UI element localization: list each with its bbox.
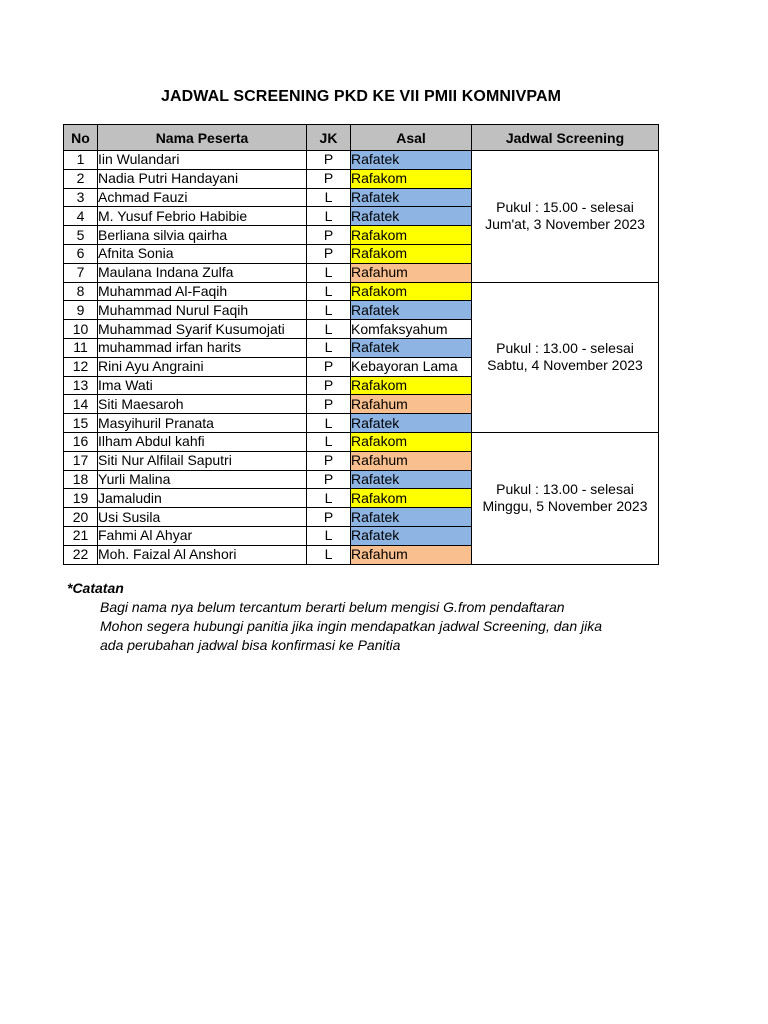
cell-no: 16 — [64, 432, 98, 451]
cell-jk: P — [307, 395, 351, 414]
cell-nama-peserta: Rini Ayu Angraini — [98, 357, 307, 376]
cell-jk: P — [307, 376, 351, 395]
cell-nama-peserta: Maulana Indana Zulfa — [98, 263, 307, 282]
schedule-date: Jum'at, 3 November 2023 — [485, 216, 645, 233]
cell-asal: Rafatek — [351, 470, 472, 489]
cell-nama-peserta: Masyihuril Pranata — [98, 414, 307, 433]
column-header-nama-peserta: Nama Peserta — [98, 125, 307, 151]
table-row — [64, 282, 659, 301]
cell-asal: Rafatek — [351, 151, 472, 170]
cell-asal: Rafatek — [351, 188, 472, 207]
column-header-no: No — [64, 125, 98, 151]
cell-asal: Rafakom — [351, 376, 472, 395]
cell-jk: L — [307, 188, 351, 207]
cell-nama-peserta: Ilham Abdul kahfi — [98, 432, 307, 451]
note-line: ada perubahan jadwal bisa konfirmasi ke Panitia — [100, 637, 401, 653]
schedule-time: Pukul : 13.00 - selesai — [496, 481, 634, 498]
cell-nama-peserta: Afnita Sonia — [98, 244, 307, 263]
cell-asal: Kebayoran Lama — [351, 357, 472, 376]
cell-asal: Komfaksyahum — [351, 320, 472, 339]
cell-asal: Rafatek — [351, 526, 472, 545]
cell-jk: L — [307, 301, 351, 320]
cell-asal: Rafakom — [351, 244, 472, 263]
cell-jk: L — [307, 545, 351, 564]
cell-jk: L — [307, 414, 351, 433]
cell-asal: Rafahum — [351, 395, 472, 414]
cell-jk: L — [307, 489, 351, 508]
column-header-jk: JK — [307, 125, 351, 151]
note-heading: *Catatan — [67, 580, 124, 596]
cell-no: 14 — [64, 395, 98, 414]
cell-nama-peserta: muhammad irfan harits — [98, 338, 307, 357]
cell-no: 2 — [64, 169, 98, 188]
cell-nama-peserta: Berliana silvia qairha — [98, 226, 307, 245]
cell-nama-peserta: Usi Susila — [98, 508, 307, 527]
cell-nama-peserta: Ima Wati — [98, 376, 307, 395]
note-body — [67, 598, 660, 655]
cell-no: 11 — [64, 338, 98, 357]
schedule-date: Minggu, 5 November 2023 — [482, 498, 648, 515]
cell-asal: Rafakom — [351, 169, 472, 188]
cell-no: 1 — [64, 151, 98, 170]
cell-nama-peserta: Achmad Fauzi — [98, 188, 307, 207]
schedule-time: Pukul : 15.00 - selesai — [496, 199, 634, 216]
cell-jk: P — [307, 508, 351, 527]
cell-no: 6 — [64, 244, 98, 263]
cell-jk: P — [307, 169, 351, 188]
cell-nama-peserta: Moh. Faizal Al Anshori — [98, 545, 307, 564]
cell-no: 5 — [64, 226, 98, 245]
cell-no: 13 — [64, 376, 98, 395]
cell-jk: P — [307, 244, 351, 263]
cell-jk: L — [307, 263, 351, 282]
cell-jk: L — [307, 282, 351, 301]
cell-jk: L — [307, 338, 351, 357]
cell-asal: Rafahum — [351, 451, 472, 470]
cell-nama-peserta: Muhammad Nurul Faqih — [98, 301, 307, 320]
table-row — [64, 432, 659, 451]
schedule-table — [63, 124, 659, 565]
cell-nama-peserta: Fahmi Al Ahyar — [98, 526, 307, 545]
cell-no: 4 — [64, 207, 98, 226]
table-header-row — [64, 125, 659, 151]
cell-jk: P — [307, 151, 351, 170]
schedule-time: Pukul : 13.00 - selesai — [496, 340, 634, 357]
table-body — [64, 151, 659, 565]
cell-no: 8 — [64, 282, 98, 301]
cell-no: 9 — [64, 301, 98, 320]
cell-jk: L — [307, 207, 351, 226]
column-header-asal: Asal — [351, 125, 472, 151]
cell-asal: Rafakom — [351, 226, 472, 245]
cell-jadwal-screening — [472, 432, 659, 564]
cell-nama-peserta: Iin Wulandari — [98, 151, 307, 170]
cell-no: 10 — [64, 320, 98, 339]
cell-asal: Rafahum — [351, 545, 472, 564]
note-line: Mohon segera hubungi panitia jika ingin mendapatkan jadwal Screening, dan jika — [100, 618, 603, 634]
note-section — [67, 580, 660, 655]
cell-jadwal-screening — [472, 151, 659, 283]
cell-no: 20 — [64, 508, 98, 527]
cell-asal: Rafatek — [351, 508, 472, 527]
cell-nama-peserta: Yurli Malina — [98, 470, 307, 489]
cell-no: 15 — [64, 414, 98, 433]
cell-nama-peserta: M. Yusuf Febrio Habibie — [98, 207, 307, 226]
cell-jk: L — [307, 320, 351, 339]
cell-asal: Rafakom — [351, 282, 472, 301]
cell-no: 21 — [64, 526, 98, 545]
cell-asal: Rafakom — [351, 489, 472, 508]
cell-asal: Rafatek — [351, 207, 472, 226]
cell-asal: Rafatek — [351, 338, 472, 357]
table-row — [64, 151, 659, 170]
cell-asal: Rafakom — [351, 432, 472, 451]
cell-nama-peserta: Muhammad Al-Faqih — [98, 282, 307, 301]
cell-nama-peserta: Siti Maesaroh — [98, 395, 307, 414]
cell-asal: Rafatek — [351, 414, 472, 433]
page-title: JADWAL SCREENING PKD KE VII PMII KOMNIVPAM — [160, 88, 562, 105]
cell-jk: P — [307, 357, 351, 376]
cell-jk: P — [307, 470, 351, 489]
cell-nama-peserta: Jamaludin — [98, 489, 307, 508]
note-line: Bagi nama nya belum tercantum berarti belum mengisi G.from pendaftaran — [100, 599, 565, 615]
cell-jadwal-screening — [472, 282, 659, 432]
cell-no: 22 — [64, 545, 98, 564]
cell-nama-peserta: Nadia Putri Handayani — [98, 169, 307, 188]
cell-jk: P — [307, 226, 351, 245]
cell-jk: L — [307, 432, 351, 451]
cell-nama-peserta: Siti Nur Alfilail Saputri — [98, 451, 307, 470]
cell-no: 3 — [64, 188, 98, 207]
cell-jk: L — [307, 526, 351, 545]
cell-no: 17 — [64, 451, 98, 470]
cell-no: 7 — [64, 263, 98, 282]
cell-no: 18 — [64, 470, 98, 489]
cell-asal: Rafatek — [351, 301, 472, 320]
cell-nama-peserta: Muhammad Syarif Kusumojati — [98, 320, 307, 339]
schedule-date: Sabtu, 4 November 2023 — [487, 357, 643, 374]
cell-jk: P — [307, 451, 351, 470]
cell-no: 12 — [64, 357, 98, 376]
cell-asal: Rafahum — [351, 263, 472, 282]
column-header-jadwal-screening: Jadwal Screening — [472, 125, 659, 151]
cell-no: 19 — [64, 489, 98, 508]
